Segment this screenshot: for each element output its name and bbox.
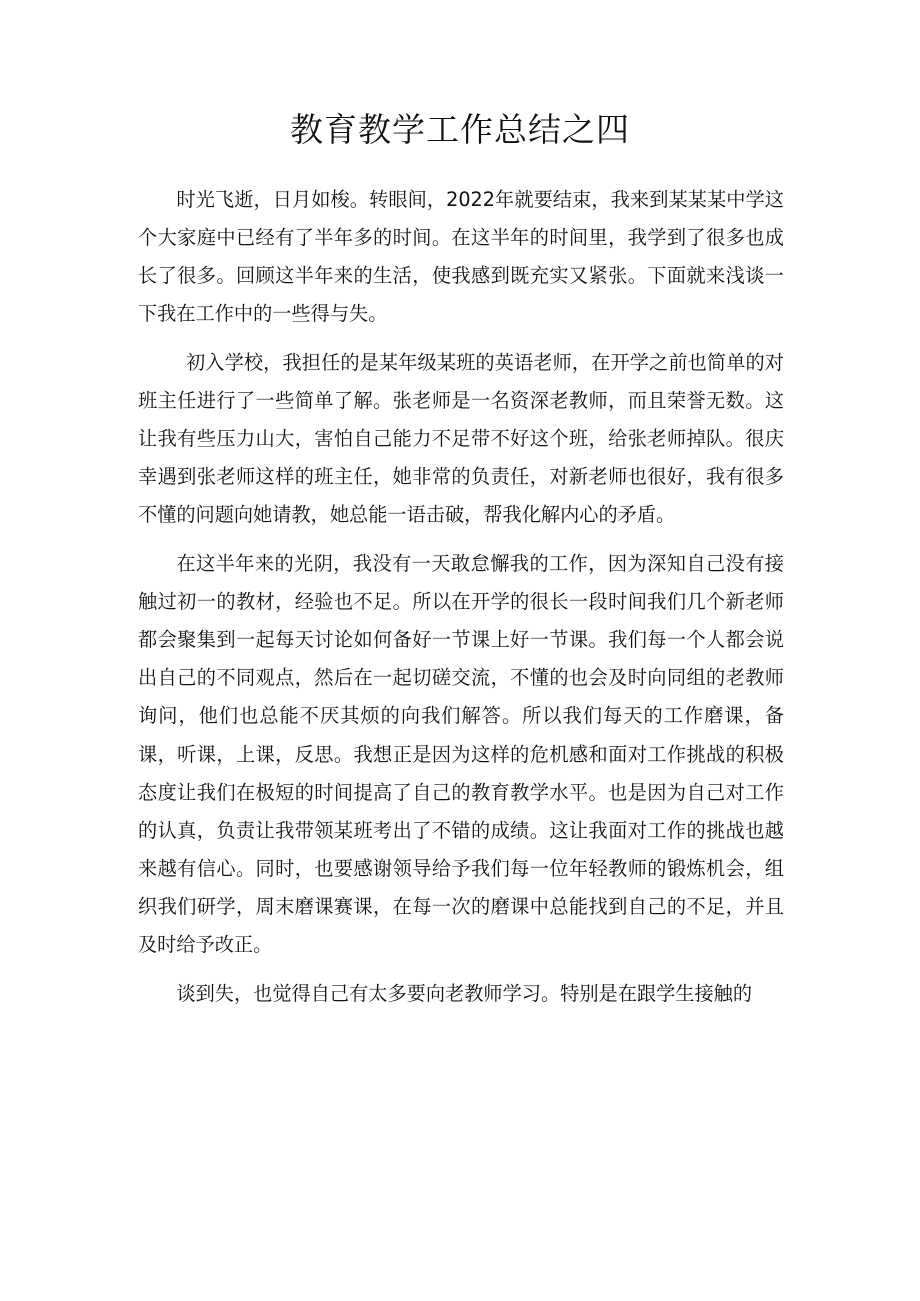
paragraph-1: 时光飞逝，日月如梭。转眼间，2022年就要结束，我来到某某某中学这个大家庭中已经有了半年多的时间。在这半年的时间里，我学到了很多也成长了很多。回顾这半年来的生活，使我感到既充实又紧张。下面就来浅谈一下我在工作中的一些得与失。 <box>138 188 784 326</box>
paragraph-2: 初入学校，我担任的是某年级某班的英语老师，在开学之前也简单的对班主任进行了一些简单了解。张老师是一名资深老教师，而且荣誉无数。这让我有些压力山大，害怕自己能力不足带不好这个班，给张老师掉队。很庆幸遇到张老师这样的班主任，她非常的负责任，对新老师也很好，我有很多不懂的问题向她请教，她总能一语击破，帮我化解内心的矛盾。 <box>138 350 784 527</box>
paragraph-4: 谈到失，也觉得自己有太多要向老教师学习。特别是在跟学生接触的 <box>176 981 753 1005</box>
paragraph-3: 在这半年来的光阴，我没有一天敢怠懈我的工作，因为深知自己没有接触过初一的教材，经验也不足。所以在开学的很长一段时间我们几个新老师都会聚集到一起每天讨论如何备好一节课上好一节课。我们每一个人都会说出自己的不同观点，然后在一起切磋交流，不懂的也会及时向同组的老教师询问，他们也总能不厌其烦的向我们解答。所以我们每天的工作磨课，备课，听课，上课，反思。我想正是因为这样的危机感和面对工作挑战的积极态度让我们在极短的时间提高了自己的教育教学水平。也是因为自己对工作的认真，负责让我带领某班考出了不错的成绩。这让我面对工作的挑战也越来越有信心。同时，也要感谢领导给予我们每一位年轻教师的锻炼机会，组织我们研学，周末磨课赛课，在每一次的磨课中总能找到自己的不足，并且及时给予改正。 <box>138 552 784 956</box>
document-title: 教育教学工作总结之四 <box>290 110 630 149</box>
document-body <box>138 181 784 1023</box>
